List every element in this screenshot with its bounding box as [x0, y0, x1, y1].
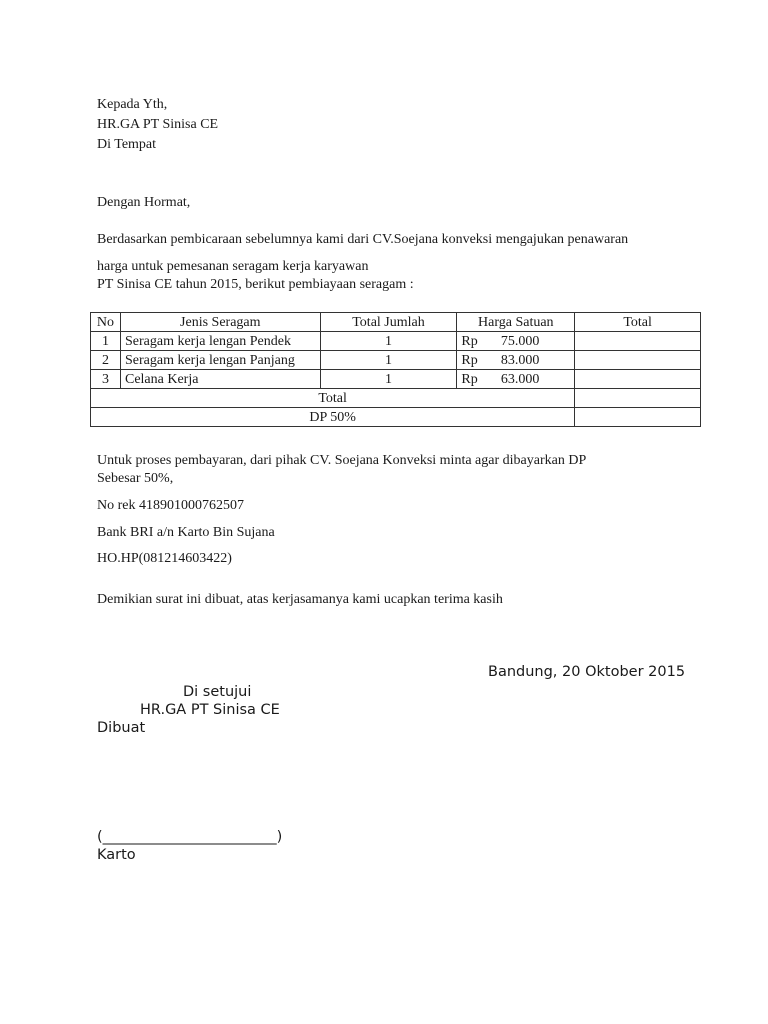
bank-info: Bank BRI a/n Karto Bin Sujana	[97, 525, 275, 540]
row-qty: 1	[320, 370, 457, 389]
place-date: Bandung, 20 Oktober 2015	[488, 664, 686, 680]
header-total: Total	[575, 313, 701, 332]
row-price	[457, 332, 575, 351]
row-currency: Rp	[461, 371, 478, 387]
row-no: 1	[91, 332, 121, 351]
row-amount: 83.000	[500, 352, 540, 368]
row-item: Seragam kerja lengan Panjang	[120, 351, 320, 370]
salutation: Dengan Hormat,	[97, 195, 191, 210]
row-price	[457, 351, 575, 370]
intro-line-1: Berdasarkan pembicaraan sebelumnya kami dari CV.Soejana konveksi mengajukan penawaran	[97, 232, 629, 247]
row-qty: 1	[320, 351, 457, 370]
row-total	[575, 370, 701, 389]
price-table	[90, 312, 701, 427]
table-row	[91, 370, 701, 389]
row-item: Celana Kerja	[120, 370, 320, 389]
payment-line-2: Sebesar 50%,	[97, 471, 174, 486]
made-by-label: Dibuat	[97, 720, 146, 736]
table-row	[91, 332, 701, 351]
row-item: Seragam kerja lengan Pendek	[120, 332, 320, 351]
table-row	[91, 351, 701, 370]
row-no: 3	[91, 370, 121, 389]
row-total	[575, 351, 701, 370]
row-no: 2	[91, 351, 121, 370]
payment-line-1: Untuk proses pembayaran, dari pihak CV. Soejana Konveksi minta agar dibayarkan DP	[97, 453, 587, 468]
signer-name: Karto	[97, 847, 136, 863]
approved-label: Di setujui	[183, 684, 252, 700]
total-label: Total	[91, 389, 575, 408]
account-number: No rek 418901000762507	[97, 498, 244, 513]
header-qty: Total Jumlah	[320, 313, 457, 332]
phone-number: HO.HP(081214603422)	[97, 551, 232, 566]
table-dp-row	[91, 408, 701, 427]
intro-line-3: PT Sinisa CE tahun 2015, berikut pembiayaan seragam :	[97, 277, 414, 292]
table-header-row	[91, 313, 701, 332]
row-currency: Rp	[461, 352, 478, 368]
row-amount: 75.000	[500, 333, 540, 349]
approver-name: HR.GA PT Sinisa CE	[140, 702, 280, 718]
header-item: Jenis Seragam	[120, 313, 320, 332]
closing-text: Demikian surat ini dibuat, atas kerjasamanya kami ucapkan terima kasih	[97, 592, 503, 607]
recipient-line-2: HR.GA PT Sinisa CE	[97, 117, 219, 132]
table-total-row	[91, 389, 701, 408]
recipient-line-1: Kepada Yth,	[97, 97, 168, 112]
header-no: No	[91, 313, 121, 332]
dp-label: DP 50%	[91, 408, 575, 427]
intro-line-2: harga untuk pemesanan seragam kerja karyawan	[97, 259, 369, 274]
total-value	[575, 389, 701, 408]
header-unit-price: Harga Satuan	[457, 313, 575, 332]
row-qty: 1	[320, 332, 457, 351]
dp-value	[575, 408, 701, 427]
row-currency: Rp	[461, 333, 478, 349]
recipient-line-3: Di Tempat	[97, 137, 157, 152]
signature-line: (________________________)	[97, 829, 283, 845]
row-total	[575, 332, 701, 351]
row-amount: 63.000	[500, 371, 540, 387]
row-price	[457, 370, 575, 389]
